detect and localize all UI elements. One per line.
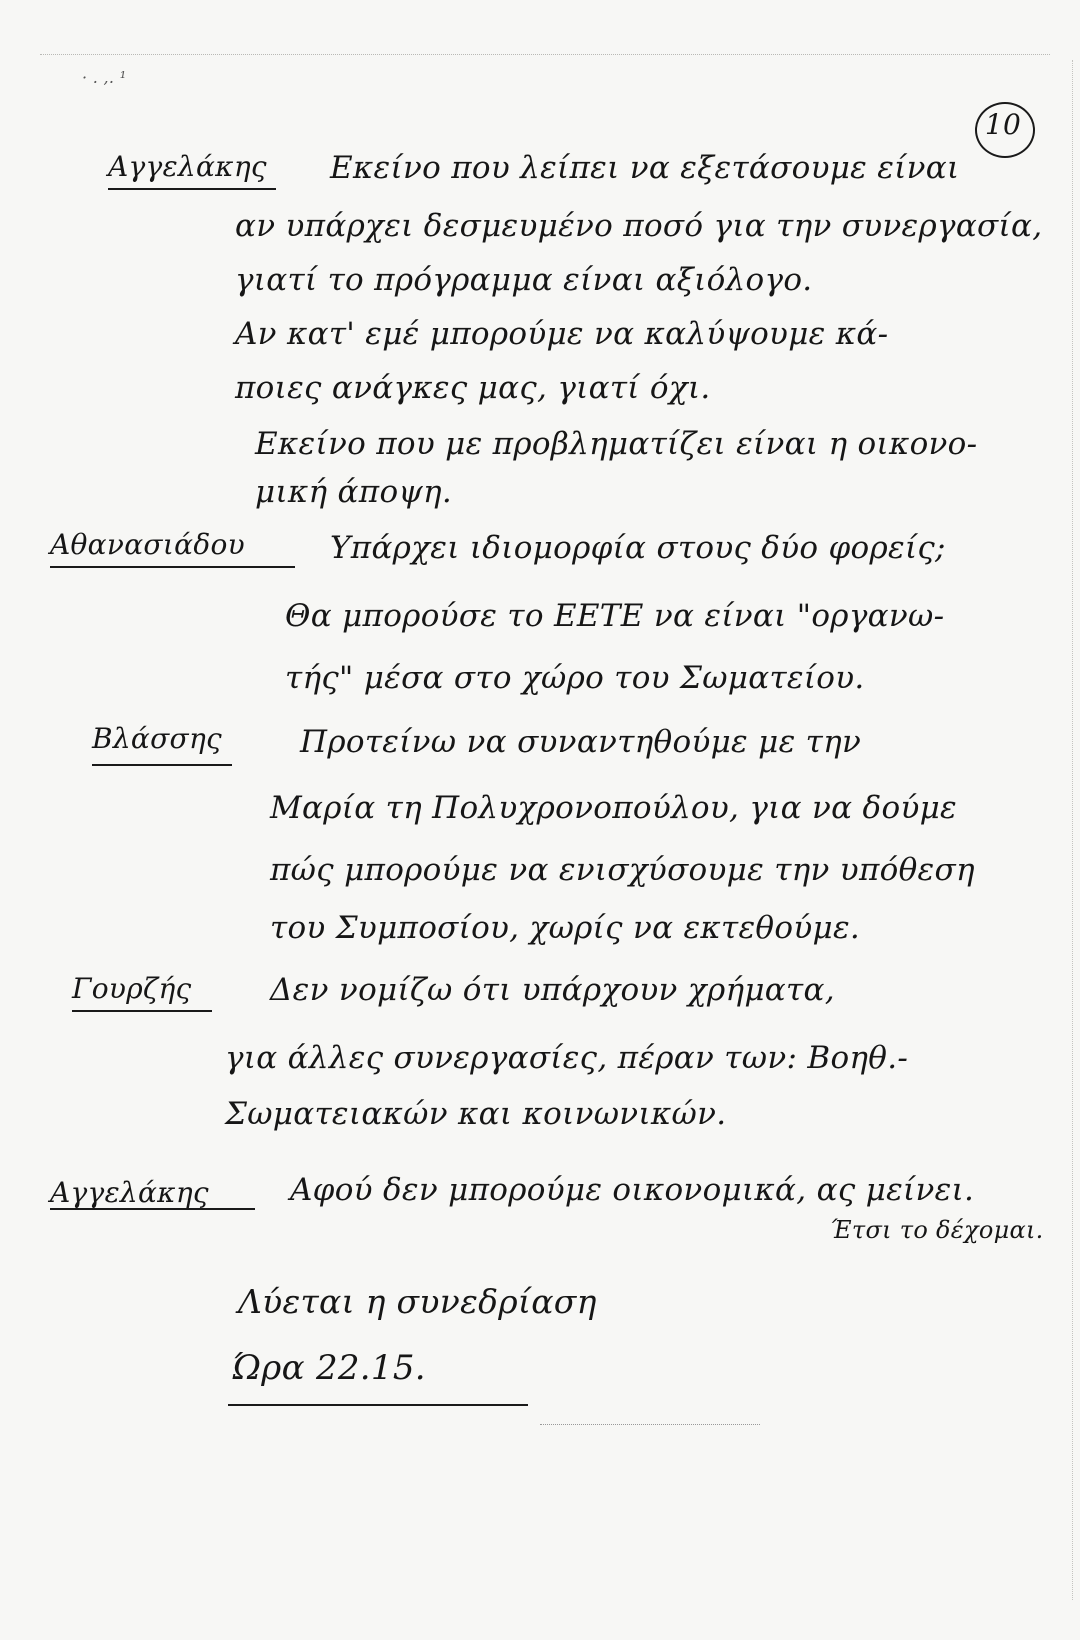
speaker-name: Βλάσσης — [92, 722, 223, 755]
text-line: για άλλες συνεργασίες, πέραν των: Βοηθ.- — [225, 1040, 909, 1076]
closing-underline — [228, 1404, 528, 1406]
speaker-underline — [92, 764, 232, 766]
text-line: Αν κατ' εμέ μπορούμε να καλύψουμε κά- — [235, 316, 889, 352]
speaker-name: Αθανασιάδου — [50, 528, 245, 561]
top-edge-dots — [40, 54, 1050, 57]
text-line: Εκείνο που με προβληματίζει είναι η οικονο- — [255, 426, 978, 462]
page-number: 10 — [984, 108, 1022, 141]
speaker-name: Γουρζής — [72, 972, 192, 1005]
text-line: πώς μπορούμε να ενισχύσουμε την υπόθεση — [270, 852, 975, 888]
speaker-name: Αγγελάκης — [50, 1176, 209, 1209]
faint-rule — [540, 1424, 760, 1425]
text-line: Θα μπορούσε το ΕΕΤΕ να είναι "οργανω- — [285, 598, 945, 634]
closing-time: Ώρα 22.15. — [232, 1348, 426, 1388]
text-line: Μαρία τη Πολυχρονοπούλου, για να δούμε — [270, 790, 957, 826]
speaker-name: Αγγελάκης — [108, 150, 267, 183]
text-line: γιατί το πρόγραμμα είναι αξιόλογο. — [235, 262, 813, 298]
speaker-underline — [50, 1208, 255, 1210]
speaker-underline — [72, 1010, 212, 1012]
text-line: Έτσι το δέχομαι. — [830, 1216, 1044, 1244]
text-line: Δεν νομίζω ότι υπάρχουν χρήματα, — [270, 972, 835, 1008]
speaker-underline — [108, 188, 276, 190]
text-line: τής" μέσα στο χώρο του Σωματείου. — [285, 660, 865, 696]
speaker-underline — [50, 566, 295, 568]
corner-marks: · . ,. ¹ — [82, 68, 127, 87]
text-line: ποιες ανάγκες μας, γιατί όχι. — [235, 370, 711, 406]
right-edge-dots — [1072, 60, 1074, 1600]
text-line: Υπάρχει ιδιομορφία στους δύο φορείς; — [330, 530, 946, 566]
closing-line: Λύεται η συνεδρίαση — [238, 1282, 597, 1321]
text-line: του Συμποσίου, χωρίς να εκτεθούμε. — [270, 910, 861, 946]
text-line: αν υπάρχει δεσμευμένο ποσό για την συνεργασία, — [235, 208, 1043, 244]
text-line: Εκείνο που λείπει να εξετάσουμε είναι — [330, 150, 960, 186]
text-line: Αφού δεν μπορούμε οικονομικά, ας μείνει. — [290, 1172, 975, 1208]
text-line: Σωματειακών και κοινωνικών. — [225, 1096, 727, 1132]
text-line: μική άποψη. — [255, 474, 453, 510]
text-line: Προτείνω να συναντηθούμε με την — [300, 724, 862, 760]
